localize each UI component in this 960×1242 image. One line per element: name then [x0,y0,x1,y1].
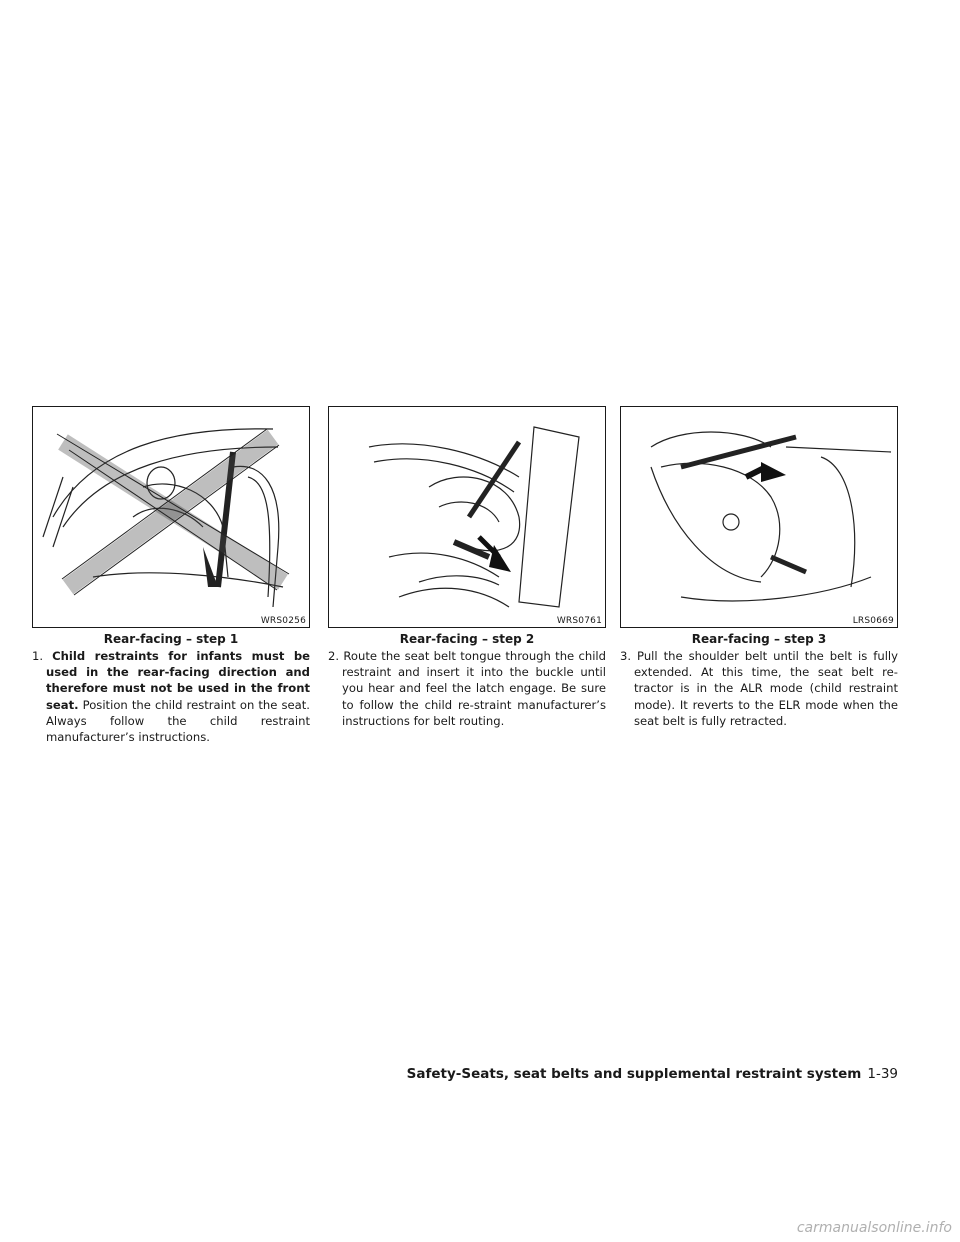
step-body: Position the child restraint on the seat. Always follow the child restraint manufacturer’s instructions. [46,697,310,745]
section-title: Safety-Seats, seat belts and supplemental restraint system [406,1066,862,1082]
illustration-pull-shoulder-belt [621,407,897,627]
page-footer [407,1066,898,1082]
step-body: Route the seat belt tongue through the child restraint and insert it into the buckle until you hear and feel the latch engage. Be sure to follow the child re-straint manufacturer’s instructions for belt routing. [339,649,606,728]
figure-code: WRS0761 [556,616,602,626]
step-1-text [32,648,310,745]
figure-caption: Rear-facing – step 2 [399,632,535,646]
figure-code: WRS0256 [260,616,306,626]
step-number: 3. [620,649,632,663]
column-step-3 [620,406,898,729]
step-number: 2. [328,649,340,663]
figure-caption: Rear-facing – step 1 [103,632,239,646]
column-step-2 [328,406,606,729]
step-3-text [620,648,898,729]
step-number: 1. [32,649,44,663]
step-warning: Child restraints for infants must be used in the rear-facing direction and therefore must not be used in the front seat. [46,649,311,712]
figure-rear-facing-step-2 [328,406,606,628]
column-step-1 [32,406,310,745]
figure-rear-facing-step-3 [620,406,898,628]
watermark: carmanualsonline.info [796,1220,952,1236]
step-body: Pull the shoulder belt until the belt is fully extended. At this time, the seat belt re-tractor is in the ALR mode (child restraint mode). It reverts to the ELR mode when the seat belt is fully retracted. [631,649,898,728]
figure-caption: Rear-facing – step 3 [691,632,827,646]
step-2-text [328,648,606,729]
illustration-car-seat-front-prohibited [33,407,309,627]
figure-rear-facing-step-1 [32,406,310,628]
illustration-buckle-belt [329,407,605,627]
page-number: 1-39 [867,1066,898,1082]
figure-code: LRS0669 [852,616,894,626]
